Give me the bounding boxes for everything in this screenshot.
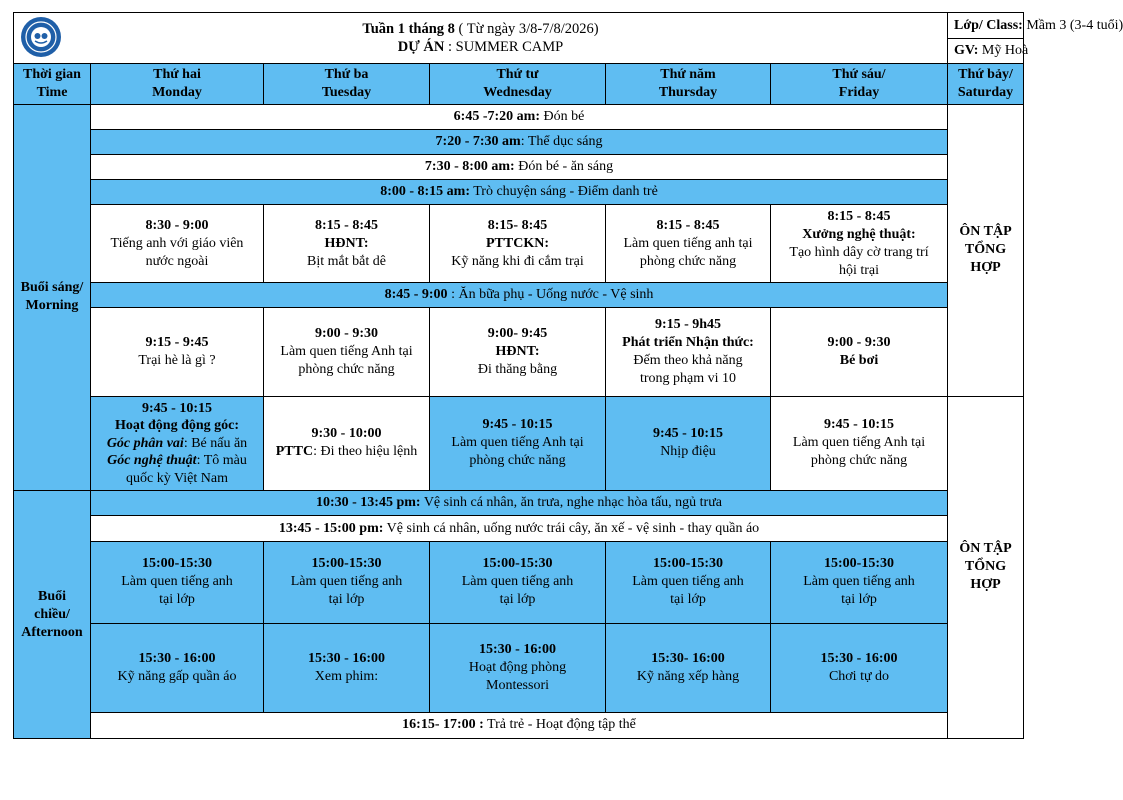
cell-mon-1530: 15:30 - 16:00 Kỹ năng gấp quần áo — [91, 624, 264, 713]
project-name: : SUMMER CAMP — [444, 39, 564, 56]
row-afternoon-snack: 13:45 - 15:00 pm: Vệ sinh cá nhân, uống nước trái cây, ăn xế - vệ sinh - thay quần áo — [91, 516, 948, 541]
row-lunch-nap: 10:30 - 13:45 pm: Vệ sinh cá nhân, ăn trưa, nghe nhạc hòa tấu, ngủ trưa — [91, 491, 948, 516]
cell-fri-1530: 15:30 - 16:00 Chơi tự do — [771, 624, 948, 713]
teacher-label: GV: — [954, 43, 979, 59]
header-tuesday: Thứ ba Tuesday — [264, 64, 430, 104]
weekly-schedule-table — [13, 12, 1123, 739]
school-logo-icon — [20, 16, 62, 58]
cell-thu-1500: 15:00-15:30 Làm quen tiếng anh tại lớp — [606, 541, 771, 624]
cell-thu-0945: 9:45 - 10:15 Nhịp điệu — [606, 396, 771, 491]
week-title: Tuần 1 tháng 8 — [362, 21, 455, 38]
cell-tue-1530: 15:30 - 16:00 Xem phim: — [264, 624, 430, 713]
cell-tue-0930: 9:30 - 10:00 PTTC: Đi theo hiệu lệnh — [264, 396, 430, 491]
cell-fri-0815: 8:15 - 8:45 Xưởng nghệ thuật: Tạo hình dây cờ trang trí hội trại — [771, 205, 948, 283]
row-snack: 8:45 - 9:00 : Ăn bữa phụ - Uống nước - Vệ sinh — [91, 282, 948, 307]
week-dates: ( Từ ngày 3/8-7/8/2026) — [454, 21, 599, 38]
teacher-cell — [948, 39, 1029, 64]
title-cell — [14, 13, 948, 64]
session-afternoon: Buổi chiều/ Afternoon — [14, 491, 91, 739]
cell-tue-1500: 15:00-15:30 Làm quen tiếng anh tại lớp — [264, 541, 430, 624]
cell-fri-1500: 15:00-15:30 Làm quen tiếng anh tại lớp — [771, 541, 948, 624]
header-saturday: Thứ bảy/ Saturday — [948, 64, 1024, 104]
class-label: Lớp/ Class: — [954, 17, 1023, 33]
row-morning-talk: 8:00 - 8:15 am: Trò chuyện sáng - Điểm danh trẻ — [91, 180, 948, 205]
cell-wed-1500: 15:00-15:30 Làm quen tiếng anh tại lớp — [430, 541, 606, 624]
cell-thu-0815: 8:15 - 8:45 Làm quen tiếng anh tại phòng chức năng — [606, 205, 771, 283]
row-pickup: 16:15- 17:00 : Trả trẻ - Hoạt động tập thể — [91, 712, 948, 738]
saturday-afternoon-review: ÔN TẬP TỔNG HỢP — [948, 396, 1024, 738]
header-friday: Thứ sáu/ Friday — [771, 64, 948, 104]
cell-thu-0915: 9:15 - 9h45 Phát triển Nhận thức: Đếm theo khả năng trong phạm vi 10 — [606, 308, 771, 397]
project-label: DỰ ÁN — [397, 39, 445, 56]
teacher-value: Mỹ Hoà — [978, 43, 1029, 59]
cell-wed-1530: 15:30 - 16:00 Hoạt động phòng Montessori — [430, 624, 606, 713]
cell-wed-0945: 9:45 - 10:15 Làm quen tiếng Anh tại phòng chức năng — [430, 396, 606, 491]
session-morning: Buổi sáng/ Morning — [14, 104, 91, 491]
cell-fri-0945: 9:45 - 10:15 Làm quen tiếng Anh tại phòng chức năng — [771, 396, 948, 491]
row-breakfast: 7:30 - 8:00 am: Đón bé - ăn sáng — [91, 154, 948, 179]
cell-mon-0830: 8:30 - 9:00 Tiếng anh với giáo viên nước ngoài — [91, 205, 264, 283]
cell-thu-1530: 15:30- 16:00 Kỹ năng xếp hàng — [606, 624, 771, 713]
cell-fri-0900: 9:00 - 9:30 Bé bơi — [771, 308, 948, 397]
cell-wed-0815: 8:15- 8:45 PTTCKN: Kỹ năng khi đi cắm trại — [430, 205, 606, 283]
row-morning-exercise: 7:20 - 7:30 am: Thể dục sáng — [91, 129, 948, 154]
saturday-morning-review: ÔN TẬP TỔNG HỢP — [948, 104, 1024, 396]
cell-mon-0945: 9:45 - 10:15 Hoạt động động góc: Góc phân vai: Bé nấu ăn Góc nghệ thuật: Tô màu quốc kỳ Việt Nam — [91, 396, 264, 491]
cell-mon-0915: 9:15 - 9:45 Trại hè là gì ? — [91, 308, 264, 397]
header-thursday: Thứ năm Thursday — [606, 64, 771, 104]
cell-wed-0900: 9:00- 9:45 HĐNT: Đi thăng bằng — [430, 308, 606, 397]
row-arrival: 6:45 -7:20 am: Đón bé — [91, 104, 948, 129]
header-wednesday: Thứ tư Wednesday — [430, 64, 606, 104]
class-value: Mầm 3 (3-4 tuổi) — [1022, 17, 1123, 33]
header-monday: Thứ hai Monday — [91, 64, 264, 104]
cell-mon-1500: 15:00-15:30 Làm quen tiếng anh tại lớp — [91, 541, 264, 624]
header-time: Thời gian Time — [14, 64, 91, 104]
class-cell — [948, 13, 1123, 39]
cell-tue-0900: 9:00 - 9:30 Làm quen tiếng Anh tại phòng chức năng — [264, 308, 430, 397]
cell-tue-0815: 8:15 - 8:45 HĐNT: Bịt mắt bắt dê — [264, 205, 430, 283]
